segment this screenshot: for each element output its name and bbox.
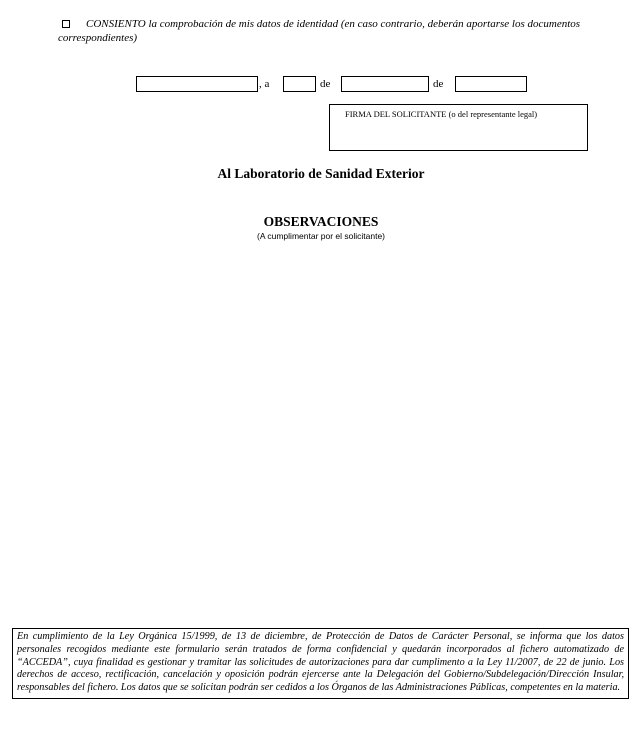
signature-label: FIRMA DEL SOLICITANTE (o del representante legal) — [345, 109, 538, 119]
lab-title: Al Laboratorio de Sanidad Exterior — [217, 166, 425, 181]
date-separator-de: de — [320, 78, 331, 90]
year-field[interactable] — [455, 76, 527, 92]
consent-label: CONSIENTO la comprobación de mis datos de identidad (en caso contrario, deberán aportarse los documentos correspondientes) — [58, 18, 581, 44]
observations-subtitle: (A cumplimentar por el solicitante) — [256, 231, 386, 241]
signature-box[interactable] — [329, 104, 588, 151]
consent-checkbox[interactable] — [62, 20, 70, 28]
place-field[interactable] — [136, 76, 258, 92]
month-field[interactable] — [341, 76, 429, 92]
privacy-notice: En cumplimiento de la Ley Orgánica 15/1999, de 13 de diciembre, de Protección de Datos de Carácter Personal, se informa que los datos personales recogidos mediante este formulario serán tratados de forma confidencial y quedarán incorporados al fichero automatizado de “ACCEDA”, cuya finalidad es gestionar y tramitar las solicitudes de autorizaciones para dar cumplimento a la Ley 11/2007, de 22 de junio. Los derechos de acceso, rectificación, cancelación y oposición podrán ejercerse ante la Delegación del Gobierno/Subdelegación/Dirección Insular, responsables del fichero. Los datos que se solicitan podrán ser cedidos a los Órganos de las Administraciones Públicas, competentes en la materia. — [12, 628, 629, 699]
date-separator-de: de — [433, 78, 444, 90]
date-separator-a: , a — [259, 78, 270, 90]
day-field[interactable] — [283, 76, 316, 92]
observations-title: OBSERVACIONES — [263, 214, 379, 229]
consent-section — [58, 17, 598, 45]
